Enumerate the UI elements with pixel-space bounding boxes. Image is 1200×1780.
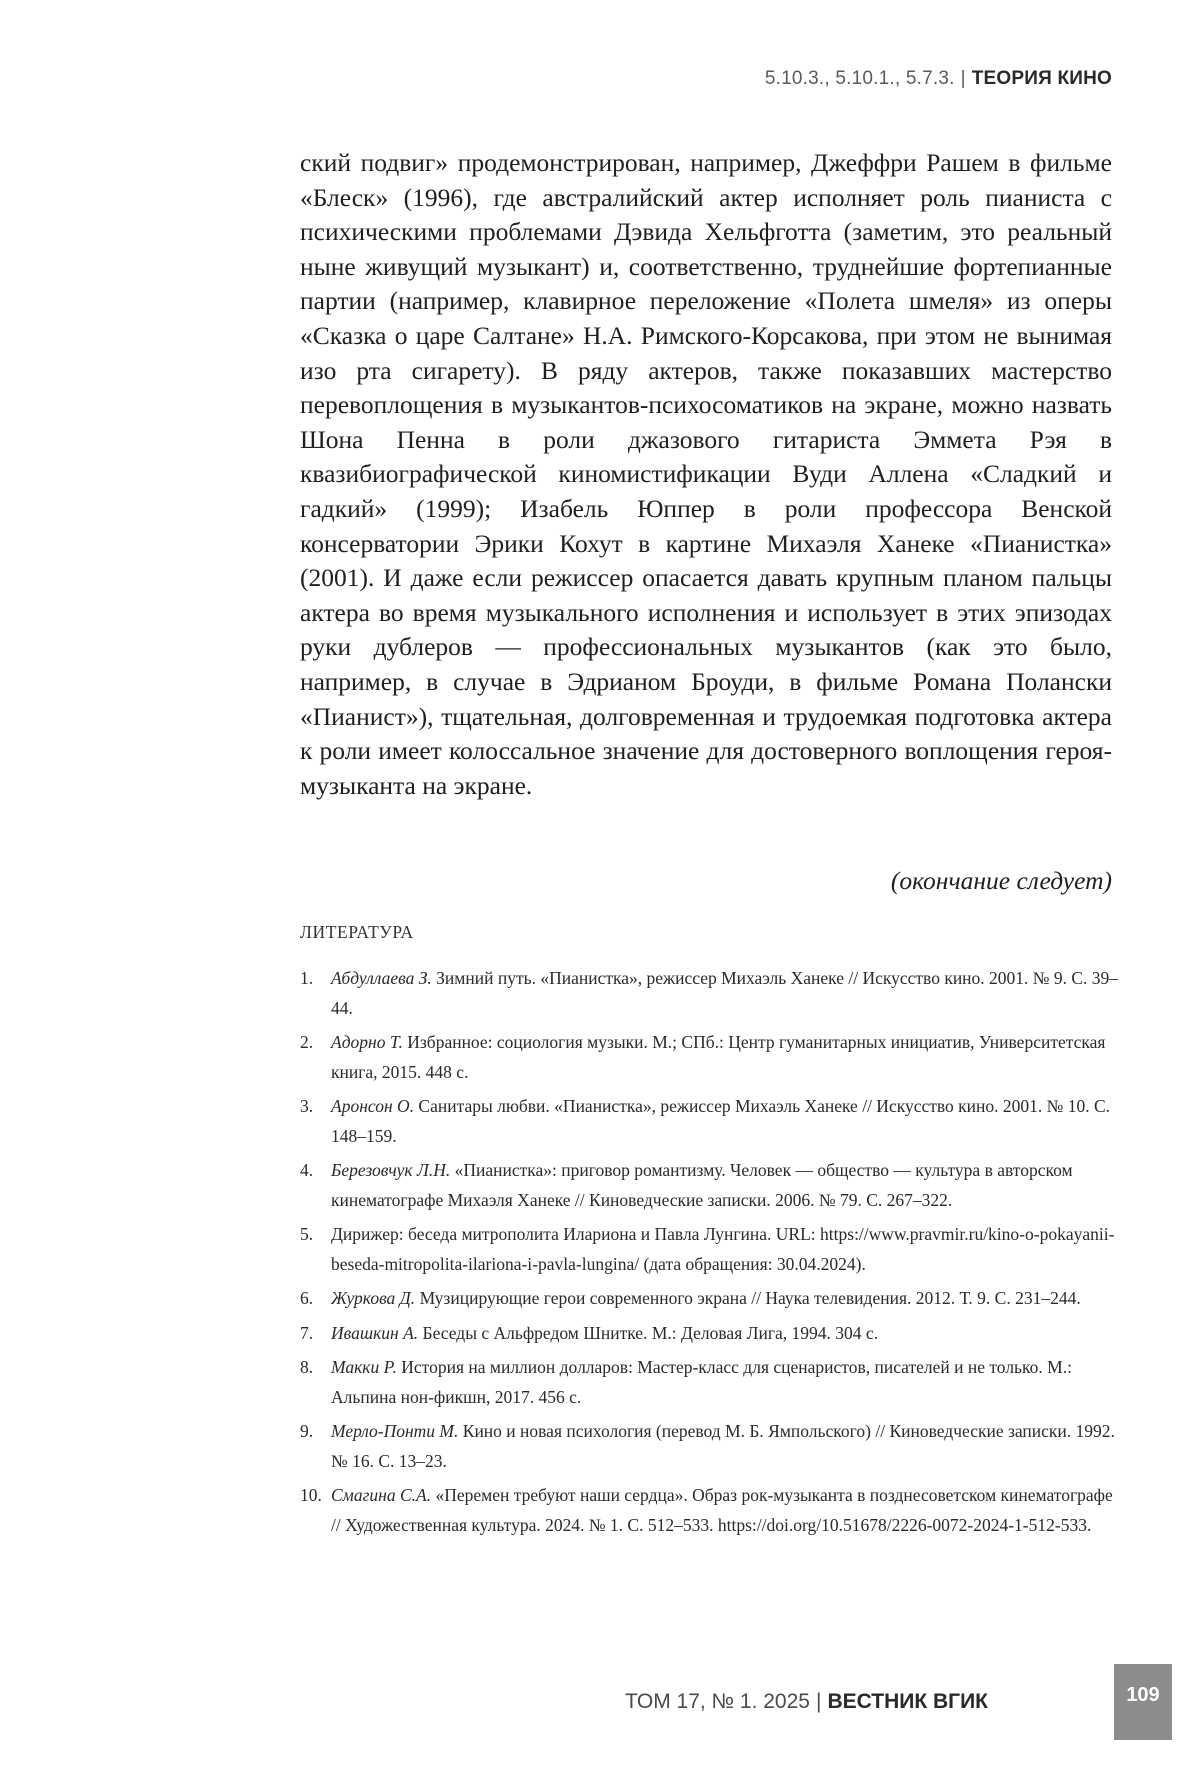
page-footer <box>625 1690 988 1714</box>
reference-number: 9. <box>300 1417 313 1447</box>
reference-number: 5. <box>300 1220 313 1250</box>
running-head <box>765 68 1112 90</box>
reference-text: «Перемен требуют наши сердца». Образ рок-музыканта в позднесоветском кинематографе // Художественная культура. 2024. № 1. С. 512–533. https://doi.org/10.51678/2226-0072-2024-1-512-533. <box>331 1485 1113 1535</box>
reference-item <box>300 1481 1120 1540</box>
reference-item <box>300 1220 1120 1279</box>
reference-number: 1. <box>300 964 313 994</box>
reference-item <box>300 1319 1120 1349</box>
reference-text: Дирижер: беседа митрополита Илариона и Павла Лунгина. URL: https://www.pravmir.ru/kino-o-pokayanii-beseda-mitropolita-ilariona-i-pavla-lungina/ (дата обращения: 30.04.2024). <box>331 1224 1114 1274</box>
reference-text: Беседы с Альфредом Шнитке. М.: Деловая Лига, 1994. 304 с. <box>418 1323 878 1343</box>
reference-item <box>300 964 1120 1023</box>
reference-item <box>300 1353 1120 1412</box>
reference-text: «Пианистка»: приговор романтизму. Человек — общество — культура в авторском кинематографе Михаэля Ханеке // Киноведческие записки. 2006. № 79. С. 267–322. <box>331 1160 1073 1210</box>
reference-author: Аронсон О. <box>331 1096 414 1116</box>
reference-text: Музицирующие герои современного экрана // Наука телевидения. 2012. Т. 9. С. 231–244. <box>415 1288 1081 1308</box>
reference-author: Журкова Д. <box>331 1288 415 1308</box>
reference-author: Адорно Т. <box>331 1032 403 1052</box>
reference-number: 2. <box>300 1028 313 1058</box>
reference-text: История на миллион долларов: Мастер-класс для сценаристов, писателей и не только. М.: Альпина нон-фикшн, 2017. 456 с. <box>331 1357 1072 1407</box>
reference-number: 8. <box>300 1353 313 1383</box>
reference-number: 3. <box>300 1092 313 1122</box>
reference-text: Избранное: социология музыки. М.; СПб.: Центр гуманитарных инициатив, Университетская книга, 2015. 448 с. <box>331 1032 1105 1082</box>
reference-item <box>300 1156 1120 1215</box>
section-title: ТЕОРИЯ КИНО <box>972 68 1112 89</box>
header-separator: | <box>961 68 966 89</box>
volume-info: ТОМ 17, № 1. 2025 <box>625 1690 810 1713</box>
article-body <box>300 146 1112 803</box>
reference-author: Березовчук Л.Н. <box>331 1160 450 1180</box>
journal-title: ВЕСТНИК ВГИК <box>827 1690 988 1713</box>
reference-number: 10. <box>300 1481 322 1511</box>
page-number: 109 <box>1114 1664 1172 1740</box>
reference-author: Смагина С.А. <box>331 1485 431 1505</box>
reference-author: Ивашкин А. <box>331 1323 418 1343</box>
literature-heading: ЛИТЕРАТУРА <box>300 922 414 943</box>
reference-text: Зимний путь. «Пианистка», режиссер Михаэль Ханеке // Искусство кино. 2001. № 9. С. 39–44. <box>331 968 1118 1018</box>
reference-text: Санитары любви. «Пианистка», режиссер Михаэль Ханеке // Искусство кино. 2001. № 10. С. 148–159. <box>331 1096 1110 1146</box>
section-codes: 5.10.3., 5.10.1., 5.7.3. <box>765 68 955 89</box>
reference-author: Абдуллаева З. <box>331 968 432 988</box>
reference-item <box>300 1417 1120 1476</box>
reference-item <box>300 1092 1120 1151</box>
reference-author: Мерло-Понти М. <box>331 1421 458 1441</box>
body-paragraph: ский подвиг» продемонстрирован, например, Джеффри Рашем в фильме «Блеск» (1996), где австралийский актер исполняет роль пианиста с психическими проблемами Дэвида Хельфготта (заметим, это реальный ныне живущий музыкант) и, соответственно, труднейшие фортепианные партии (например, клавирное переложение «Полета шмеля» из оперы «Сказка о царе Салтане» Н.А. Римского-Корсакова, при этом не вынимая изо рта сигарету). В ряду актеров, также показавших мастерство перевоплощения в музыкантов-психосоматиков на экране, можно назвать Шона Пенна в роли джазового гитариста Эммета Рэя в квазибиографической киномистификации Вуди Аллена «Сладкий и гадкий» (1999); Изабель Юппер в роли профессора Венской консерватории Эрики Кохут в картине Михаэля Ханеке «Пианистка» (2001). И даже если режиссер опасается давать крупным планом пальцы актера во время музыкального исполнения и использует в этих эпизодах руки дублеров — профессиональных музыкантов (как это было, например, в случае в Эдрианом Броуди, в фильме Романа Полански «Пианист»), тщательная, долговременная и трудоемкая подготовка актера к роли имеет колоссальное значение для достоверного воплощения героя-музыканта на экране. <box>300 146 1112 803</box>
reference-list <box>300 964 1120 1545</box>
reference-number: 7. <box>300 1319 313 1349</box>
reference-item <box>300 1284 1120 1314</box>
reference-text: Кино и новая психология (перевод М. Б. Ямпольского) // Киноведческие записки. 1992. № 16. С. 13–23. <box>331 1421 1115 1471</box>
continuation-note: (окончание следует) <box>891 866 1112 896</box>
reference-author: Макки Р. <box>331 1357 397 1377</box>
reference-number: 6. <box>300 1284 313 1314</box>
reference-item <box>300 1028 1120 1087</box>
reference-number: 4. <box>300 1156 313 1186</box>
footer-separator: | <box>816 1690 821 1713</box>
